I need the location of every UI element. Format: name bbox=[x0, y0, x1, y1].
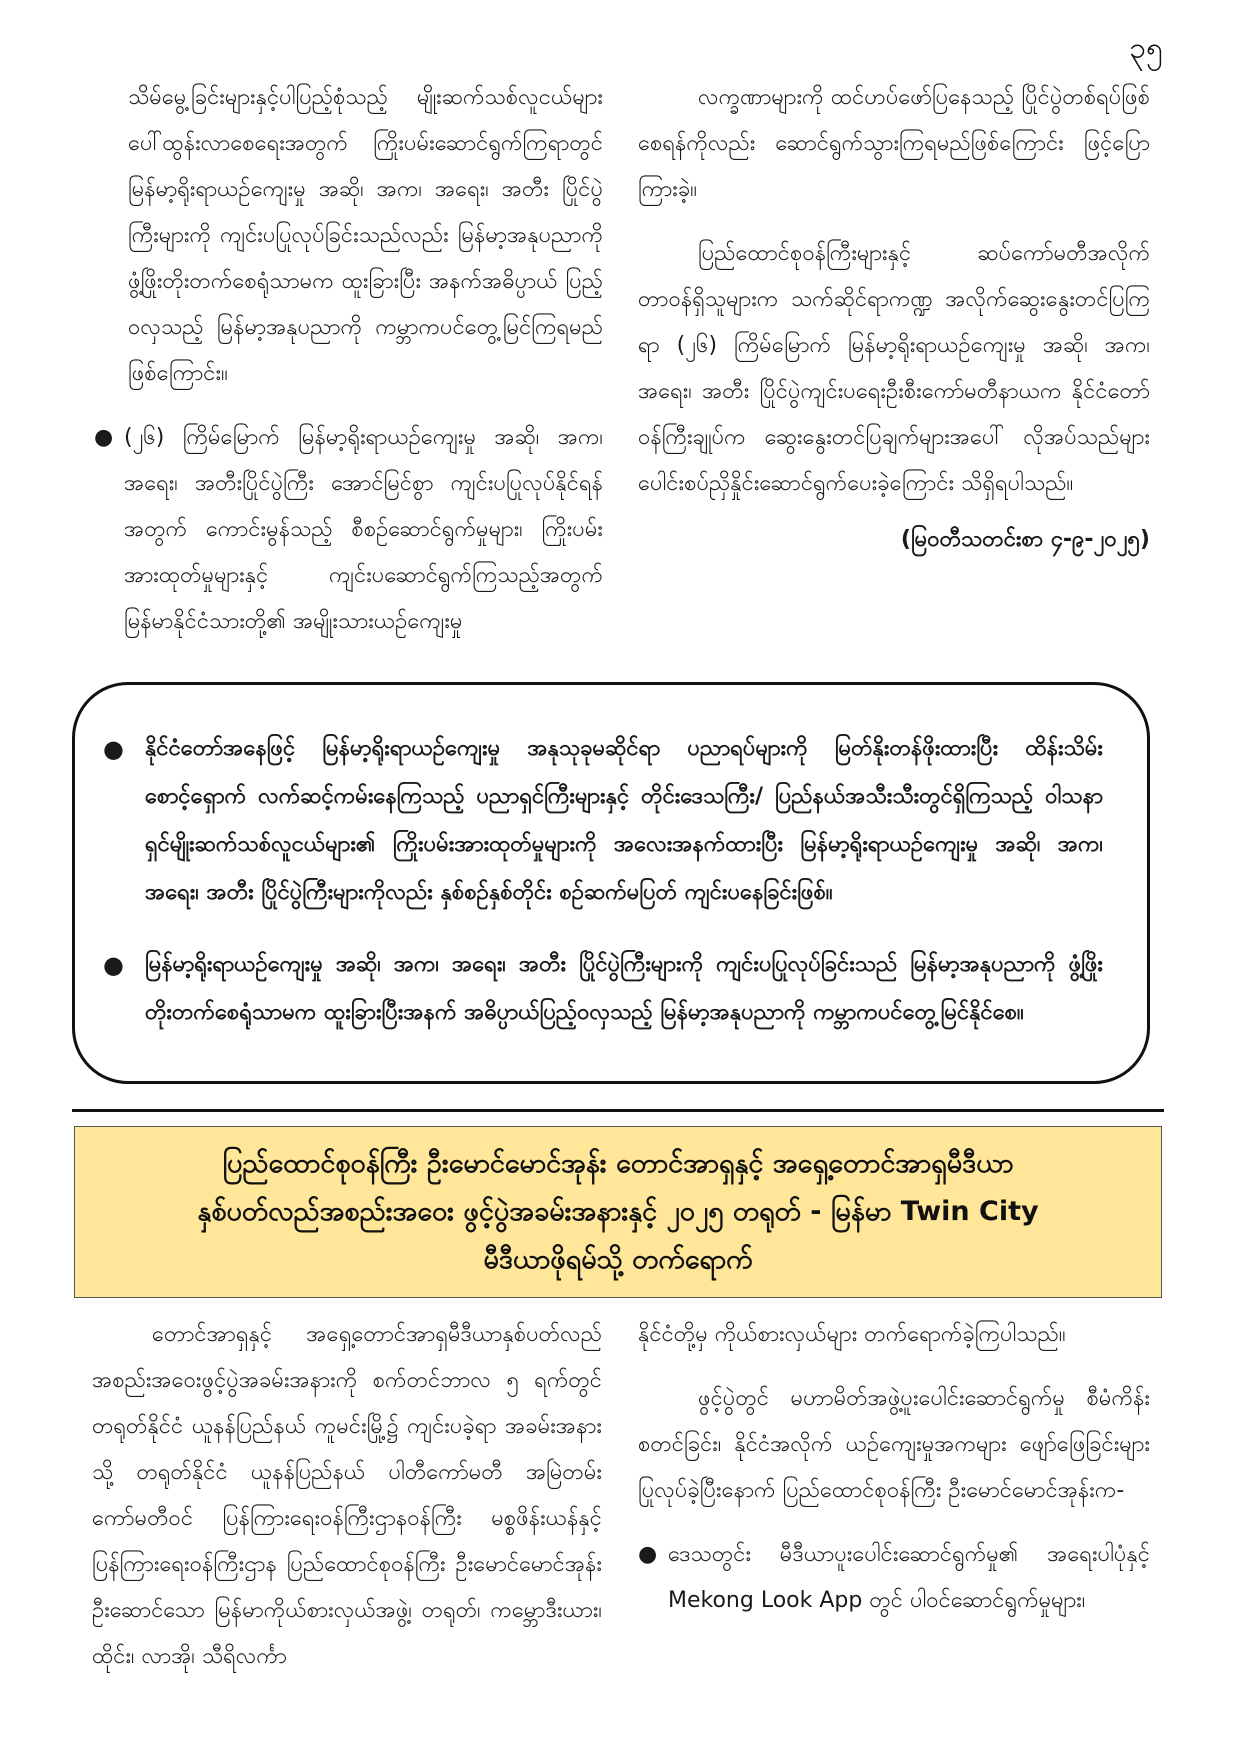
summary-point bbox=[103, 725, 1103, 917]
article1-right-column bbox=[638, 75, 1150, 563]
page-number: ၃၅ bbox=[1129, 31, 1163, 66]
headline-line: မီဒီယာဖိုရမ်သို့ တက်ရောက် bbox=[483, 1244, 753, 1275]
bullet-dot-icon: ● bbox=[94, 425, 114, 450]
bullet-dot-icon: ● bbox=[103, 735, 124, 763]
article1-left-column bbox=[94, 75, 603, 645]
summary-box bbox=[72, 682, 1150, 1084]
source-note: (မြဝတီသတင်းစာ ၄-၉-၂၀၂၅) bbox=[900, 527, 1150, 552]
article1-right-paragraph: လက္ခဏာများကို ထင်ဟပ်ဖော်ပြနေသည့် ပြိုင်ပွဲတစ်ရပ်ဖြစ်စေရန်ကိုလည်း ဆောင်ရွက်သွားကြရမည်ဖြစ်ကြောင်း ဖြင့်ပြောကြားခဲ့။ bbox=[638, 85, 1150, 202]
bullet-dot-icon: ● bbox=[638, 1542, 658, 1567]
article2-bullet-text: ဒေသတွင်း မီဒီယာပူးပေါင်းဆောင်ရွက်မှု၏ အရေးပါပုံနှင့် Mekong Look App တွင် ပါဝင်ဆောင်ရွက်မှုများ၊ bbox=[668, 1542, 1150, 1613]
section-divider bbox=[72, 1109, 1164, 1112]
article2-left-column bbox=[92, 1312, 602, 1680]
article1-bullet-text: (၂၆) ကြိမ်မြောက် မြန်မာ့ရိုးရာယဉ်ကျေးမှု အဆို၊ အက၊ အရေး၊ အတီးပြိုင်ပွဲကြီး အောင်မြင်စွာ ကျင်းပပြုလုပ်နိုင်ရန်အတွက် ကောင်းမွန်သည့် စီစဉ်ဆောင်ရွက်မှုများ၊ ကြိုးပမ်းအားထုတ်မှုများနှင့် ကျင်းပဆောင်ရွက်ကြသည့်အတွက် မြန်မာနိုင်ငံသားတို့၏ အမျိုးသားယဉ်ကျေးမှု bbox=[124, 425, 603, 634]
summary-point-text: မြန်မာ့ရိုးရာယဉ်ကျေးမှု အဆို၊ အက၊ အရေး၊ အတီး ပြိုင်ပွဲကြီးများကို ကျင်းပပြုလုပ်ခြင်းသည် မြန်မာ့အနုပညာကို ဖွံ့ဖြိုးတိုးတက်စေရုံသာမက ထူးခြားပြီးအနက် အဓိပ္ပာယ်ပြည့်ဝလှသည့် မြန်မာ့အနုပညာကို ကမ္ဘာကပင်တွေ့မြင်နိုင်စေ။ bbox=[145, 952, 1103, 1025]
article2-right-paragraph: နိုင်ငံတို့မှ ကိုယ်စားလှယ်များ တက်ရောက်ခဲ့ကြပါသည်။ bbox=[638, 1322, 1066, 1347]
headline-box bbox=[74, 1126, 1162, 1298]
article1-right-paragraph: ပြည်ထောင်စုဝန်ကြီးများနှင့် ဆပ်ကော်မတီအလိုက်တာဝန်ရှိသူများက သက်ဆိုင်ရာကဏ္ဍ အလိုက်ဆွေးနွေးတင်ပြကြရာ (၂၆) ကြိမ်မြောက် မြန်မာ့ရိုးရာယဉ်ကျေးမှု အဆို၊ အက၊ အရေး၊ အတီး ပြိုင်ပွဲကျင်းပရေးဦးစီးကော်မတီနာယက နိုင်ငံတော်ဝန်ကြီးချုပ်က ဆွေးနွေးတင်ပြချက်များအပေါ် လိုအပ်သည်များ ပေါင်းစပ်ညှိနှိုင်းဆောင်ရွက်ပေးခဲ့ကြောင်း သိရှိရပါသည်။ bbox=[638, 241, 1150, 496]
article1-bullet bbox=[94, 415, 603, 645]
summary-point bbox=[103, 941, 1103, 1037]
article2-right-column bbox=[638, 1312, 1150, 1624]
summary-point-text: နိုင်ငံတော်အနေဖြင့် မြန်မာ့ရိုးရာယဉ်ကျေးမှု အနုသုခုမဆိုင်ရာ ပညာရပ်များကို မြတ်နိုးတန်ဖိုးထားပြီး ထိန်းသိမ်းစောင့်ရှောက် လက်ဆင့်ကမ်းနေကြသည့် ပညာရှင်ကြီးများနှင့် တိုင်းဒေသကြီး/ ပြည်နယ်အသီးသီးတွင်ရှိကြသည့် ဝါသနာရှင်မျိုးဆက်သစ်လူငယ်များ၏ ကြိုးပမ်းအားထုတ်မှုများကို အလေးအနက်ထားပြီး မြန်မာ့ရိုးရာယဉ်ကျေးမှု အဆို၊ အက၊ အရေး၊ အတီး ပြိုင်ပွဲကြီးများကိုလည်း နှစ်စဉ်နှစ်တိုင်း စဉ်ဆက်မပြတ် ကျင်းပနေခြင်းဖြစ်။ bbox=[145, 736, 1103, 905]
article2-left-paragraph: တောင်အာရှနှင့် အရှေ့တောင်အာရှမီဒီယာနှစ်ပတ်လည်အစည်းအဝေးဖွင့်ပွဲအခမ်းအနားကို စက်တင်ဘာလ ၅ ရက်တွင် တရုတ်နိုင်ငံ ယူနန်ပြည်နယ် ကူမင်းမြို့၌ ကျင်းပခဲ့ရာ အခမ်းအနားသို့ တရုတ်နိုင်ငံ ယူနန်ပြည်နယ် ပါတီကော်မတီ အမြဲတမ်းကော်မတီဝင် ပြန်ကြားရေးဝန်ကြီးဌာနဝန်ကြီး မစ္စဖိန်းယန်နှင့် ပြန်ကြားရေးဝန်ကြီးဌာန ပြည်ထောင်စုဝန်ကြီး ဦးမောင်မောင်အုန်း ဦးဆောင်သော မြန်မာကိုယ်စားလှယ်အဖွဲ့၊ တရုတ်၊ ကမ္ဘောဒီးယား၊ ထိုင်း၊ လာအို၊ သီရိလင်္ကာ bbox=[92, 1322, 602, 1669]
headline-line: နှစ်ပတ်လည်အစည်းအဝေး ဖွင့်ပွဲအခမ်းအနားနှင့် ၂၀၂၅ တရုတ် - မြန်မာ Twin City bbox=[197, 1196, 1039, 1227]
article2-bullet bbox=[638, 1532, 1150, 1624]
article1-left-paragraph: သိမ်မွေ့ခြင်းများနှင့်ပါပြည့်စုံသည့် မျိုးဆက်သစ်လူငယ်များ ပေါ်ထွန်းလာစေရေးအတွက် ကြိုးပမ်းဆောင်ရွက်ကြရာတွင် မြန်မာ့ရိုးရာယဉ်ကျေးမှု အဆို၊ အက၊ အရေး၊ အတီး ပြိုင်ပွဲကြီးများကို ကျင်းပပြုလုပ်ခြင်းသည်လည်း မြန်မာ့အနုပညာကို ဖွံ့ဖြိုးတိုးတက်စေရုံသာမက ထူးခြားပြီး အနက်အဓိပ္ပာယ် ပြည့်ဝလှသည့် မြန်မာ့အနုပညာကို ကမ္ဘာကပင်တွေ့မြင်ကြရမည်ဖြစ်ကြောင်း။ bbox=[128, 85, 603, 386]
headline-line: ပြည်ထောင်စုဝန်ကြီး ဦးမောင်မောင်အုန်း တောင်အာရှနှင့် အရှေ့တောင်အာရှမီဒီယာ bbox=[222, 1148, 1014, 1179]
article2-right-paragraph: ဖွင့်ပွဲတွင် မဟာမိတ်အဖွဲ့ပူးပေါင်းဆောင်ရွက်မှု စီမံကိန်းစတင်ခြင်း၊ နိုင်ငံအလိုက် ယဉ်ကျေးမှုအကများ ဖျော်ဖြေခြင်းများ ပြုလုပ်ခဲ့ပြီးနောက် ပြည်ထောင်စုဝန်ကြီး ဦးမောင်မောင်အုန်းက- bbox=[638, 1386, 1150, 1503]
bullet-dot-icon: ● bbox=[103, 951, 124, 979]
